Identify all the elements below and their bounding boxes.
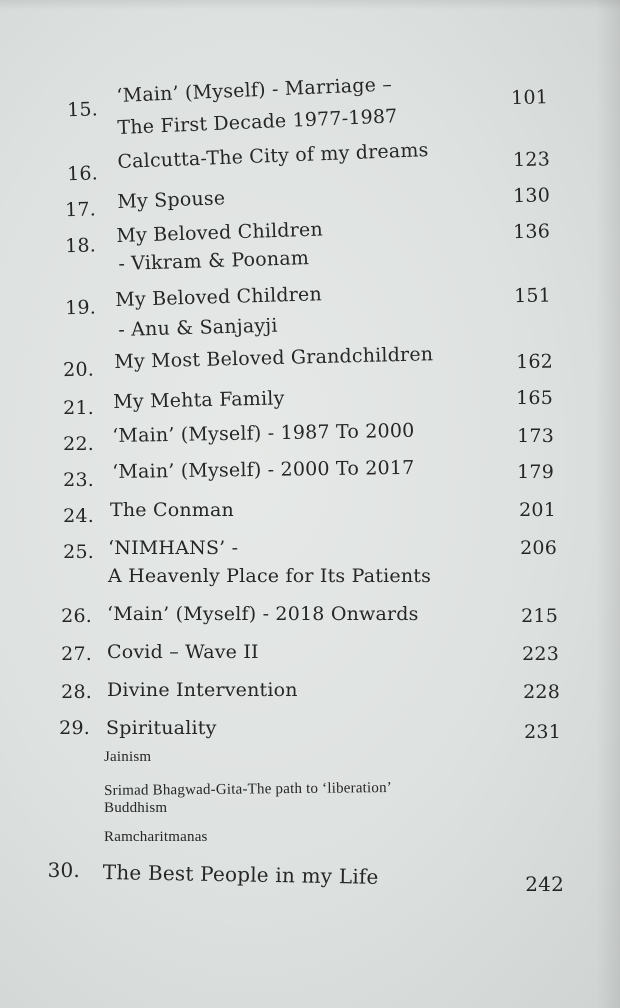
entry-title: ‘Main’ (Myself) - 1987 To 2000	[112, 419, 415, 447]
subitem-buddhism: Buddhism	[104, 800, 168, 816]
entry-page-number: 231	[524, 721, 561, 743]
entry-page-number: 130	[512, 184, 551, 208]
entry-title: Divine Intervention	[107, 679, 298, 701]
entry-number: 28.	[61, 681, 92, 703]
entry-number: 22.	[63, 433, 94, 455]
entry-title: My Most Beloved Grandchildren	[114, 343, 434, 373]
entry-title-continued: - Anu & Sanjayji	[118, 314, 278, 341]
entry-page-number: 223	[522, 643, 559, 665]
entry-title: ‘Main’ (Myself) - 2000 To 2017	[112, 456, 415, 483]
entry-page-number: 101	[510, 86, 549, 110]
entry-number: 25.	[63, 541, 94, 563]
entry-page-number: 151	[513, 284, 552, 308]
entry-page-number: 162	[515, 350, 554, 374]
entry-number: 27.	[61, 643, 92, 665]
entry-title: Calcutta-The City of my dreams	[117, 139, 429, 173]
entry-page-number: 228	[523, 681, 560, 703]
entry-page-number: 123	[512, 148, 551, 172]
entry-number: 26.	[61, 605, 92, 627]
entry-page-number: 179	[517, 461, 554, 483]
entry-number: 21.	[63, 397, 94, 419]
entry-page-number: 165	[516, 387, 553, 409]
entry-title: The Best People in my Life	[102, 860, 379, 889]
entry-title: My Mehta Family	[113, 387, 285, 413]
entry-page-number: 173	[517, 425, 554, 447]
entry-page-number: 201	[519, 499, 556, 521]
entry-page-number: 215	[521, 605, 558, 627]
entry-number: 17.	[64, 198, 97, 222]
entry-number: 19.	[64, 296, 97, 320]
entry-page-number: 136	[512, 220, 551, 244]
subitem-gita: Srimad Bhagwad-Gita-The path to ‘liberation’	[104, 779, 393, 799]
entry-title: My Beloved Children	[115, 283, 323, 311]
entry-page-number: 242	[525, 872, 564, 896]
entry-title-continued: A Heavenly Place for Its Patients	[108, 565, 432, 587]
entry-title-continued: - Vikram & Poonam	[118, 247, 310, 275]
entry-number: 24.	[63, 505, 94, 527]
entry-title: ‘NIMHANS’ -	[108, 537, 239, 559]
entry-title: Spirituality	[106, 717, 217, 739]
entry-number: 30.	[47, 858, 80, 882]
entry-number: 16.	[66, 162, 99, 186]
subitem-ramcharitmanas: Ramcharitmanas	[104, 829, 208, 845]
entry-title: ‘Main’ (Myself) - 2018 Onwards	[107, 603, 419, 625]
entry-title: The Conman	[110, 499, 234, 521]
entry-number: 15.	[66, 98, 99, 122]
entry-number: 18.	[64, 234, 97, 258]
entry-number: 20.	[62, 358, 95, 382]
entry-number: 23.	[63, 469, 94, 491]
entry-title: My Spouse	[117, 187, 226, 213]
entry-title: Covid – Wave II	[107, 641, 259, 663]
entry-title-continued: The First Decade 1977-1987	[117, 105, 398, 139]
entry-number: 29.	[59, 717, 90, 739]
subitem-jainism: Jainism	[104, 749, 152, 765]
entry-page-number: 206	[520, 537, 557, 559]
entry-title: My Beloved Children	[116, 218, 324, 247]
entry-title: ‘Main’ (Myself) - Marriage –	[116, 73, 393, 107]
